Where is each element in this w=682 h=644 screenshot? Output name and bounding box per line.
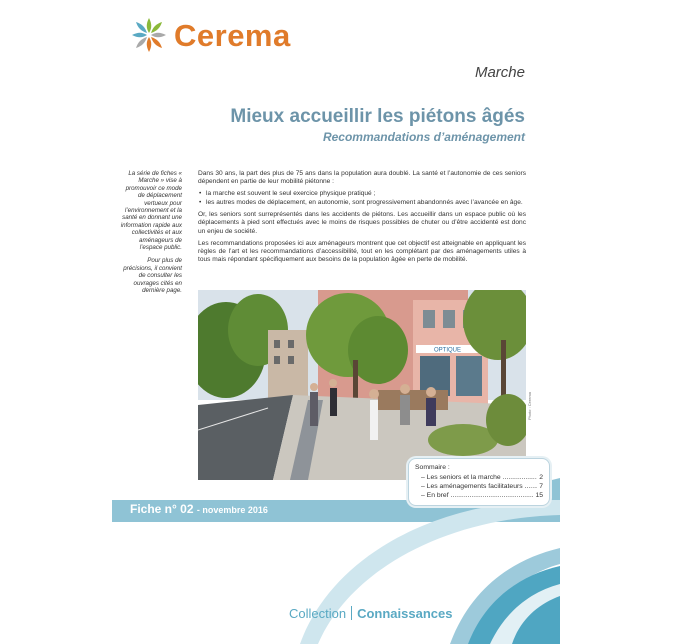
toc-item-page: 2 xyxy=(539,474,543,481)
toc-item-label: – En bref xyxy=(421,491,449,500)
body-paragraph: Dans 30 ans, la part des plus de 75 ans dans la population aura doublé. La santé et l’autonomie de ces seniors dépendent en partie de leur mobilité piétonne : xyxy=(198,170,526,186)
side-note xyxy=(118,170,182,301)
toc-title: Sommaire : xyxy=(415,464,450,471)
bullet-item: • la marche est souvent le seul exercice physique pratiqué ; xyxy=(198,190,526,198)
bullet-item: • les autres modes de déplacement, en autonomie, sont progressivement abandonnés avec l’avancée en âge. xyxy=(198,199,526,207)
fiche-number-text: Fiche n° 02 xyxy=(130,502,194,516)
cerema-wordmark: Cerema xyxy=(174,18,291,53)
toc-item-label: – Les aménagements facilitateurs xyxy=(421,482,523,491)
collection-name: Connaissances xyxy=(357,606,453,621)
toc-item-page: 15 xyxy=(535,492,543,499)
toc-item-label: – Les seniors et la marche xyxy=(421,473,501,482)
toc-item[interactable] xyxy=(415,473,543,482)
collection-label xyxy=(289,606,452,621)
page-subtitle: Recommandations d’aménagement xyxy=(322,130,525,144)
shop-sign: OPTIQUE xyxy=(434,347,462,354)
body-text xyxy=(198,170,526,268)
toc-leader xyxy=(525,482,538,491)
page-title: Mieux accueillir les piétons âgés xyxy=(230,106,525,127)
document-category: Marche xyxy=(474,64,525,81)
toc-leader xyxy=(451,491,534,500)
side-note-paragraph: La série de fiches « Marche » vise à promouvoir ce mode de déplacement vertueux pour l’environnement et la santé en donnant une information rapide aux collectivités et aux aménageurs de l’espace public. xyxy=(120,170,182,252)
collection-prefix: Collection xyxy=(289,606,347,621)
fiche-date: - novembre 2016 xyxy=(196,505,268,515)
photo-credit: Photo : Cerema xyxy=(527,391,532,420)
street-photo xyxy=(198,290,526,480)
body-paragraph: Les recommandations proposées ici aux aménageurs montrent que cet objectif est atteignable en appliquant les règles de l’art et les recommandations d’accessibilité, tout en les complétant par des aménagements utiles à tous mais répondant spécifiquement aux besoins de la population âgée en perte de mobilité. xyxy=(198,239,526,263)
toc-leader xyxy=(503,473,538,482)
toc-item-page: 7 xyxy=(539,483,543,490)
table-of-contents xyxy=(408,458,550,506)
toc-item[interactable] xyxy=(415,491,543,500)
bullet-list xyxy=(198,190,526,207)
collection-separator xyxy=(351,606,352,620)
cerema-logo-icon xyxy=(130,16,168,54)
cerema-logo xyxy=(130,16,300,56)
side-note-paragraph: Pour plus de précisions, il convient de consulter les ouvrages cités en dernière page. xyxy=(123,257,182,295)
fiche-number xyxy=(130,502,268,516)
street-photo-illustration xyxy=(198,290,526,480)
toc-item[interactable] xyxy=(415,482,543,491)
body-paragraph: Or, les seniors sont surreprésentés dans les accidents de piétons. Les accueillir dans un espace public où les déplacements à pied sont effectués avec le moins de risques possibles de chuter ou d’être accidenté est donc un enjeu de société. xyxy=(198,211,526,235)
